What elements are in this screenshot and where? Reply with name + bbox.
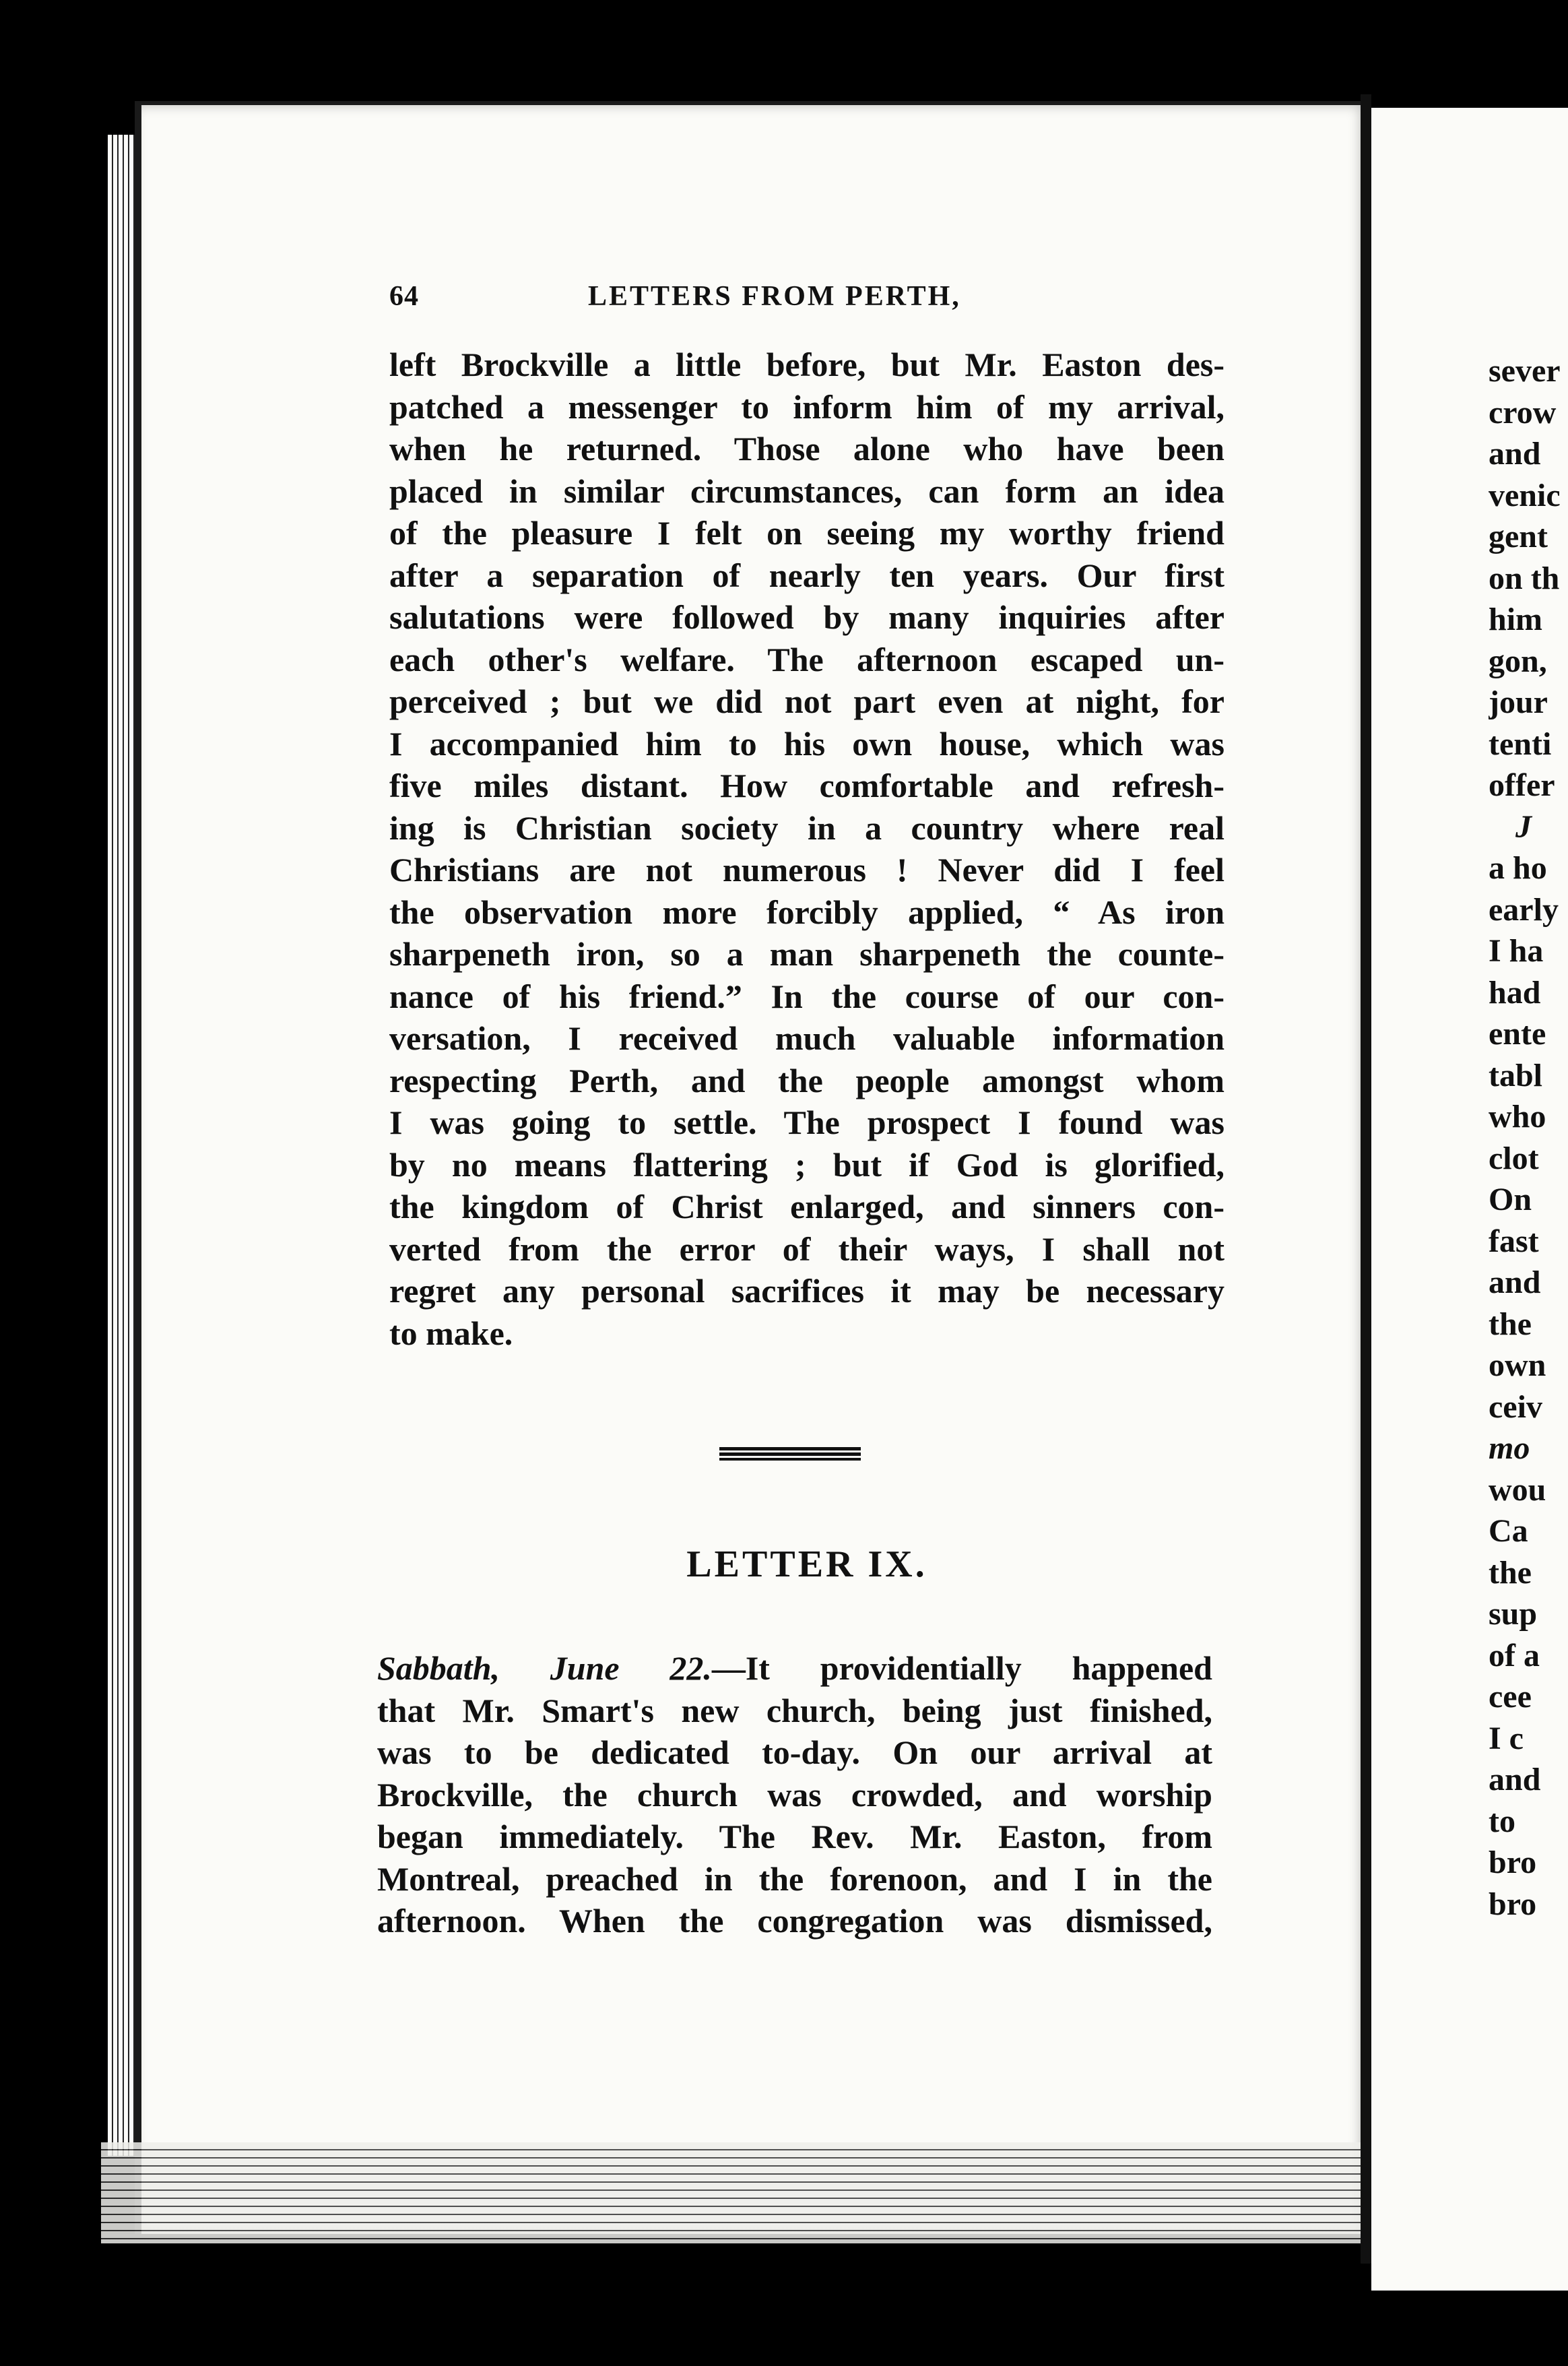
right-page-fragment: wou [1489, 1471, 1546, 1508]
right-page-fragment: tenti [1489, 726, 1552, 762]
right-page-fragment: own [1489, 1347, 1546, 1383]
text-line: each other's welfare. The afternoon escaped un- [389, 640, 1224, 678]
right-page-fragment: the [1489, 1306, 1532, 1342]
right-page-fragment: and [1489, 1762, 1541, 1797]
letter-heading: LETTER IX. [686, 1543, 927, 1585]
text-line: Christians are not numerous ! Never did I feel [389, 851, 1224, 889]
right-page-fragment: ente [1489, 1016, 1546, 1052]
right-page-fragment: a ho [1489, 850, 1547, 886]
right-page-fragment: sever [1489, 353, 1561, 389]
text-line: perceived ; but we did not part even at night, for [389, 682, 1224, 720]
right-page-fragment: fast [1489, 1223, 1539, 1259]
right-page-fragment: cee [1489, 1679, 1532, 1715]
text-line: sharpeneth iron, so a man sharpeneth the counte- [389, 935, 1224, 973]
right-page-fragment: early [1489, 891, 1559, 928]
text-line: verted from the error of their ways, I shall not [389, 1229, 1224, 1268]
text-line: five miles distant. How comfortable and refresh- [389, 767, 1224, 804]
right-page-fragment: the [1489, 1554, 1532, 1591]
text-line: afternoon. When the congregation was dismissed, [377, 1902, 1212, 1940]
text-line: Brockville, the church was crowded, and worship [377, 1775, 1212, 1814]
text-line: I was going to settle. The prospect I found was [389, 1104, 1224, 1141]
text-line: to make. [389, 1314, 513, 1352]
right-page-fragment: bro [1489, 1886, 1537, 1922]
dateline: Sabbath, June 22. [377, 1649, 712, 1687]
section-rule [719, 1447, 861, 1461]
right-page-fragment: of a [1489, 1637, 1540, 1673]
letter-8-conclusion [389, 344, 1224, 1354]
running-head [389, 280, 1238, 327]
text-line: began immediately. The Rev. Mr. Easton, from [377, 1818, 1212, 1855]
page-edge-stack-bottom [101, 2142, 1387, 2243]
right-page-fragment: gent [1489, 519, 1548, 554]
right-page-fragment: tabl [1489, 1057, 1543, 1093]
right-page-text-fragments [1489, 350, 1568, 1925]
right-page-fragment: and [1489, 436, 1541, 472]
text-line: versation, I received much valuable information [389, 1019, 1224, 1057]
right-page-fragment: I ha [1489, 933, 1544, 969]
text-line: was to be dedicated to-day. On our arrival at [377, 1733, 1212, 1771]
text-line: respecting Perth, and the people amongst whom [389, 1061, 1224, 1099]
text-line: placed in similar circumstances, can form an idea [389, 472, 1224, 510]
right-page-fragment: venic [1489, 477, 1561, 513]
text-line: regret any personal sacrifices it may be necessary [389, 1272, 1224, 1310]
text-line: when he returned. Those alone who have been [389, 430, 1224, 468]
right-page-fragment: had [1489, 974, 1541, 1011]
right-page-fragment: I c [1489, 1720, 1524, 1756]
right-page-fragment: ceiv [1489, 1388, 1542, 1425]
text-line: I accompanied him to his own house, which was [389, 724, 1224, 763]
text-line: after a separation of nearly ten years. Our first [389, 556, 1224, 594]
right-page-fragment: on th [1489, 560, 1560, 596]
text-line: ing is Christian society in a country where real [389, 808, 1224, 847]
text-line: patched a messenger to inform him of my arrival, [389, 387, 1224, 426]
right-page-fragment: gon, [1489, 643, 1547, 679]
text-line: Sabbath, June 22.—It providentially happened [377, 1649, 1212, 1687]
text-line: of the pleasure I felt on seeing my worthy friend [389, 514, 1224, 552]
text-line: by no means flattering ; but if God is glorified, [389, 1145, 1224, 1184]
text-line: that Mr. Smart's new church, being just finished, [377, 1691, 1212, 1729]
right-page-fragment: sup [1489, 1596, 1538, 1632]
right-page-fragment: clot [1489, 1140, 1539, 1176]
text-line: left Brockville a little before, but Mr. Easton des- [389, 346, 1224, 383]
right-page-fragment: him [1489, 602, 1543, 637]
text-line: salutations were followed by many inquiries after [389, 598, 1224, 636]
letter-9-opening [377, 1647, 1212, 1942]
right-page-fragment: On [1489, 1182, 1532, 1217]
right-page-fragment: jour [1489, 684, 1548, 720]
right-page-fragment: offer [1489, 767, 1555, 803]
book-gutter [1361, 94, 1371, 2264]
text-line: Montreal, preached in the forenoon, and I in the [377, 1859, 1212, 1898]
right-page-fragment: crow [1489, 394, 1557, 430]
right-page-fragment: J [1515, 808, 1532, 845]
right-page-fragment: Ca [1489, 1513, 1528, 1549]
text-line: nance of his friend.” In the course of our con- [389, 977, 1224, 1015]
right-page-fragment: who [1489, 1099, 1546, 1134]
running-title: LETTERS FROM PERTH, [588, 281, 961, 312]
text-line: the kingdom of Christ enlarged, and sinners con- [389, 1188, 1224, 1225]
right-page-fragment: bro [1489, 1845, 1537, 1880]
text-line: the observation more forcibly applied, “ As iron [389, 893, 1224, 931]
right-page-fragment: mo [1489, 1430, 1530, 1466]
page-number: 64 [389, 281, 419, 312]
right-page-fragment: to [1489, 1803, 1515, 1839]
right-page-fragment: and [1489, 1265, 1541, 1300]
